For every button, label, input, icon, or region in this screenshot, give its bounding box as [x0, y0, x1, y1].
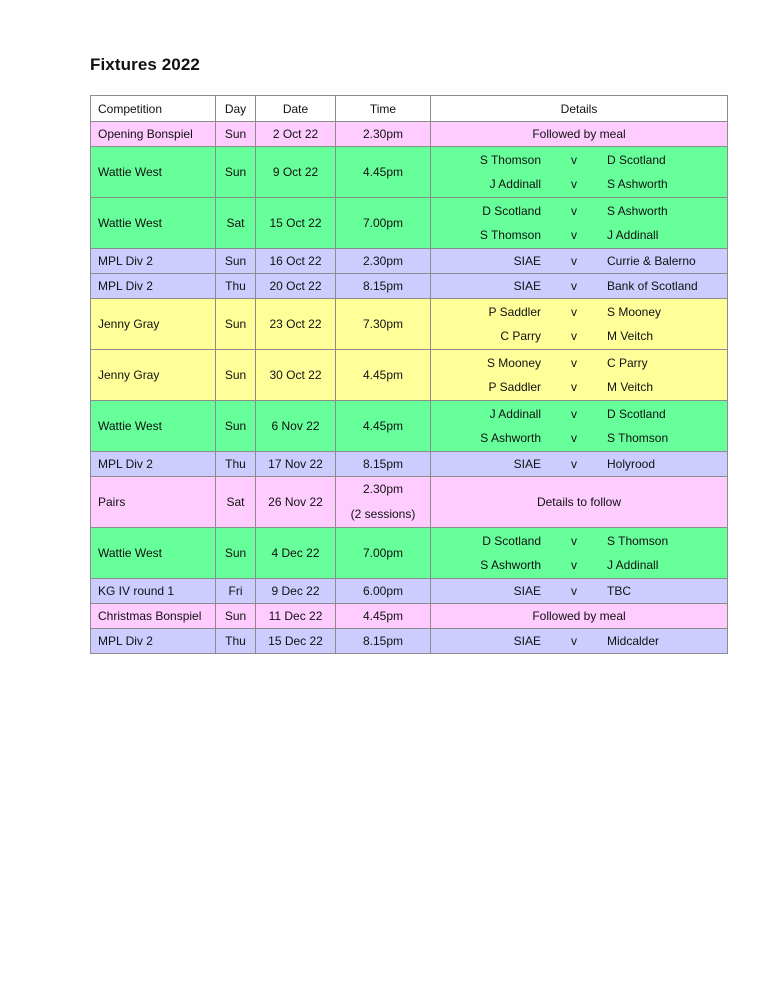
competition-cell: Wattie West [91, 528, 216, 579]
versus-label: v [571, 204, 577, 218]
versus-label: v [571, 279, 577, 293]
fixture-row [91, 198, 728, 249]
details-cell [431, 350, 728, 401]
away-team: S Thomson [607, 534, 669, 548]
day-cell: Thu [216, 274, 256, 299]
home-team: S Thomson [479, 228, 541, 242]
time-cell: 7.30pm [336, 299, 431, 350]
fixture-row [91, 452, 728, 477]
competition-cell: MPL Div 2 [91, 629, 216, 654]
match-row [431, 148, 727, 172]
day-cell: Thu [216, 452, 256, 477]
header-date: Date [256, 96, 336, 122]
day-cell: Sun [216, 528, 256, 579]
match-row [431, 300, 727, 324]
fixture-row [91, 274, 728, 299]
match-row [431, 629, 727, 653]
competition-cell: MPL Div 2 [91, 274, 216, 299]
versus-label: v [571, 329, 577, 343]
date-cell: 17 Nov 22 [256, 452, 336, 477]
day-cell: Sun [216, 147, 256, 198]
match-row [431, 172, 727, 196]
match-row [431, 249, 727, 273]
versus-label: v [571, 457, 577, 471]
versus-label: v [571, 356, 577, 370]
day-cell: Sun [216, 401, 256, 452]
fixture-row [91, 249, 728, 274]
date-cell: 9 Dec 22 [256, 579, 336, 604]
home-team: SIAE [513, 457, 541, 471]
match-list [431, 402, 727, 450]
competition-cell: Jenny Gray [91, 350, 216, 401]
fixture-row [91, 401, 728, 452]
away-team: S Ashworth [607, 177, 668, 191]
away-team: M Veitch [607, 380, 654, 394]
fixture-row [91, 350, 728, 401]
competition-cell: MPL Div 2 [91, 452, 216, 477]
home-team: S Mooney [486, 356, 541, 370]
time-cell: 8.15pm [336, 629, 431, 654]
time-cell: 4.45pm [336, 147, 431, 198]
away-team: D Scotland [607, 153, 666, 167]
versus-label: v [571, 305, 577, 319]
details-cell [431, 249, 728, 274]
fixture-row [91, 477, 728, 528]
competition-cell: Wattie West [91, 198, 216, 249]
versus-label: v [571, 407, 577, 421]
date-cell: 4 Dec 22 [256, 528, 336, 579]
time-cell [336, 477, 431, 528]
match-row [431, 402, 727, 426]
details-cell [431, 147, 728, 198]
match-row [431, 579, 727, 603]
day-cell: Fri [216, 579, 256, 604]
match-list [431, 452, 727, 476]
match-row [431, 351, 727, 375]
competition-cell: Opening Bonspiel [91, 122, 216, 147]
date-cell: 20 Oct 22 [256, 274, 336, 299]
home-team: C Parry [500, 329, 541, 343]
competition-cell: KG IV round 1 [91, 579, 216, 604]
match-list [431, 579, 727, 603]
away-team: Bank of Scotland [607, 279, 698, 293]
match-row [431, 223, 727, 247]
time-cell: 8.15pm [336, 452, 431, 477]
match-list [431, 529, 727, 577]
match-row [431, 324, 727, 348]
details-cell [431, 452, 728, 477]
time-cell: 4.45pm [336, 350, 431, 401]
home-team: P Saddler [488, 380, 541, 394]
date-cell: 16 Oct 22 [256, 249, 336, 274]
fixture-row [91, 147, 728, 198]
match-list [431, 199, 727, 247]
date-cell: 15 Dec 22 [256, 629, 336, 654]
away-team: S Mooney [607, 305, 662, 319]
date-cell: 11 Dec 22 [256, 604, 336, 629]
away-team: Midcalder [607, 634, 660, 648]
date-cell: 23 Oct 22 [256, 299, 336, 350]
time-value: 2.30pm [362, 482, 404, 496]
competition-cell: Wattie West [91, 147, 216, 198]
details-cell [431, 579, 728, 604]
time-cell: 8.15pm [336, 274, 431, 299]
away-team: TBC [607, 584, 631, 598]
header-row [91, 96, 728, 122]
away-team: J Addinall [607, 228, 659, 242]
versus-label: v [571, 431, 577, 445]
home-team: S Ashworth [480, 558, 541, 572]
time-cell: 4.45pm [336, 401, 431, 452]
fixture-row [91, 629, 728, 654]
versus-label: v [571, 634, 577, 648]
match-list [431, 629, 727, 653]
versus-label: v [571, 177, 577, 191]
match-list [431, 351, 727, 399]
header-competition: Competition [91, 96, 216, 122]
day-cell: Sun [216, 122, 256, 147]
competition-cell: Pairs [91, 477, 216, 528]
details-cell [431, 629, 728, 654]
match-row [431, 529, 727, 553]
competition-cell: Wattie West [91, 401, 216, 452]
versus-label: v [571, 228, 577, 242]
match-row [431, 375, 727, 399]
match-list [431, 148, 727, 196]
home-team: S Thomson [479, 153, 541, 167]
day-cell: Sun [216, 604, 256, 629]
details-cell [431, 528, 728, 579]
time-cell: 2.30pm [336, 249, 431, 274]
competition-cell: Christmas Bonspiel [91, 604, 216, 629]
home-team: SIAE [513, 254, 541, 268]
home-team: SIAE [513, 584, 541, 598]
fixture-row [91, 604, 728, 629]
match-row [431, 426, 727, 450]
away-team: Currie & Balerno [607, 254, 696, 268]
time-cell: 7.00pm [336, 528, 431, 579]
fixture-row [91, 528, 728, 579]
competition-cell: MPL Div 2 [91, 249, 216, 274]
home-team: J Addinall [489, 177, 541, 191]
fixtures-table [90, 95, 728, 654]
away-team: Holyrood [607, 457, 656, 471]
versus-label: v [571, 534, 577, 548]
day-cell: Sun [216, 299, 256, 350]
time-cell: 7.00pm [336, 198, 431, 249]
fixture-row [91, 122, 728, 147]
versus-label: v [571, 558, 577, 572]
header-time: Time [336, 96, 431, 122]
day-cell: Sat [216, 477, 256, 528]
match-row [431, 452, 727, 476]
details-cell: Followed by meal [431, 604, 728, 629]
fixture-row [91, 299, 728, 350]
day-cell: Sat [216, 198, 256, 249]
page-title: Fixtures 2022 [90, 55, 200, 74]
details-cell: Followed by meal [431, 122, 728, 147]
details-cell [431, 274, 728, 299]
date-cell: 6 Nov 22 [256, 401, 336, 452]
date-cell: 15 Oct 22 [256, 198, 336, 249]
home-team: D Scotland [482, 534, 541, 548]
time-cell: 2.30pm [336, 122, 431, 147]
details-cell [431, 401, 728, 452]
versus-label: v [571, 254, 577, 268]
match-list [431, 249, 727, 273]
home-team: SIAE [513, 634, 541, 648]
match-row [431, 274, 727, 298]
away-team: S Ashworth [607, 204, 668, 218]
away-team: C Parry [607, 356, 648, 370]
away-team: D Scotland [607, 407, 666, 421]
match-row [431, 199, 727, 223]
date-cell: 26 Nov 22 [256, 477, 336, 528]
date-cell: 2 Oct 22 [256, 122, 336, 147]
home-team: D Scotland [482, 204, 541, 218]
home-team: S Ashworth [480, 431, 541, 445]
match-list [431, 274, 727, 298]
date-cell: 30 Oct 22 [256, 350, 336, 401]
details-cell [431, 299, 728, 350]
day-cell: Sun [216, 249, 256, 274]
day-cell: Thu [216, 629, 256, 654]
header-details: Details [431, 96, 728, 122]
match-row [431, 553, 727, 577]
away-team: M Veitch [607, 329, 654, 343]
details-cell: Details to follow [431, 477, 728, 528]
away-team: S Thomson [607, 431, 669, 445]
fixtures-body [91, 122, 728, 654]
time-cell: 4.45pm [336, 604, 431, 629]
date-cell: 9 Oct 22 [256, 147, 336, 198]
details-cell [431, 198, 728, 249]
versus-label: v [571, 584, 577, 598]
home-team: SIAE [513, 279, 541, 293]
day-cell: Sun [216, 350, 256, 401]
away-team: J Addinall [607, 558, 659, 572]
home-team: J Addinall [489, 407, 541, 421]
time-note: (2 sessions) [350, 507, 416, 521]
header-day: Day [216, 96, 256, 122]
match-list [431, 300, 727, 348]
fixture-row [91, 579, 728, 604]
home-team: P Saddler [488, 305, 541, 319]
versus-label: v [571, 153, 577, 167]
competition-cell: Jenny Gray [91, 299, 216, 350]
time-cell: 6.00pm [336, 579, 431, 604]
versus-label: v [571, 380, 577, 394]
